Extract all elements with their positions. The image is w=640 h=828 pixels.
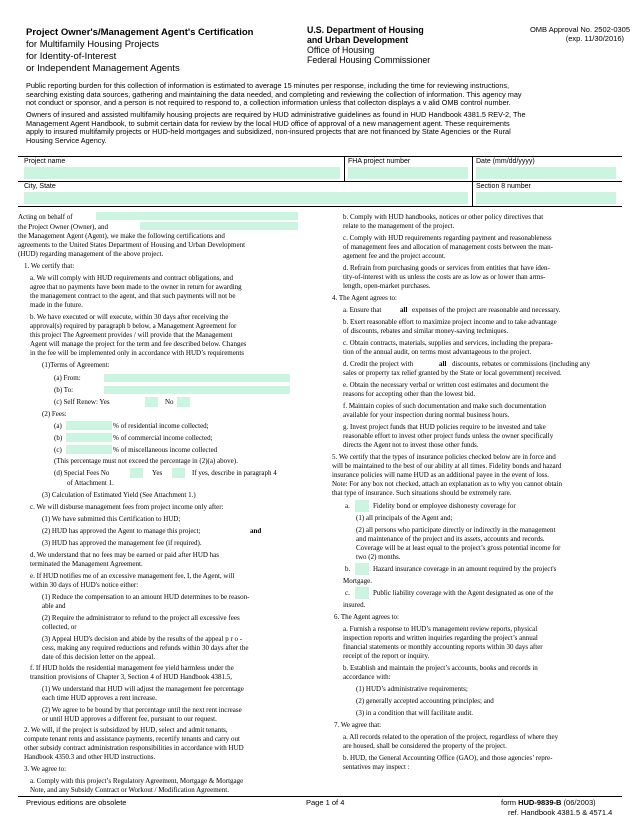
term-from-input[interactable]	[104, 374, 290, 382]
omb-expiration: (exp. 11/30/2016)	[565, 34, 624, 43]
body-text-line: d. Refrain from purchasing goods or services from entities that have iden-	[343, 264, 550, 272]
body-text-line: able and	[42, 602, 66, 610]
body-text-line: b. Comply with HUD handbooks, notices or other policy directives that	[343, 213, 544, 221]
body-text-line: 5. We certify that the types of insurance policies checked below are in force and	[332, 453, 556, 461]
body-text-line: available for your inspection during normal business hours.	[343, 411, 510, 419]
body-text-line: 7. We agree that:	[334, 721, 382, 729]
form-subtitle-2: for Identity-of-Interest	[26, 51, 117, 62]
burden-line: Public reporting burden for this collection of information is estimated to average 15 minutes per response, including the time for reviewing instructions,	[26, 81, 510, 90]
body-text-line: Public liability coverage with the Agent designated as one of the	[373, 589, 554, 597]
body-text-line: e. If HUD notifies me of an excessive management fee, I, the Agent, will	[30, 572, 235, 580]
body-text-line: 2. We will, if the project is subsidized by HUD, select and admit tenants,	[24, 726, 228, 734]
agency-commissioner: Federal Housing Commissioner	[307, 55, 431, 65]
owner-name-input[interactable]	[140, 222, 298, 230]
body-text-line: a.	[345, 502, 350, 510]
body-text-line: relate to the management of the project.	[343, 222, 455, 230]
body-text-line: f. Maintain copies of such documentation and make such documentation	[343, 402, 546, 410]
owners-line: Management Agent Handbook, to submit certain data for review by the local HUD office of approval of a new management agent. These requirements	[26, 118, 510, 128]
body-text-line: two (2) months.	[356, 553, 401, 561]
body-text-line: the Management Agent (Agent), we make the following certifications and	[18, 232, 225, 240]
burden-statement	[26, 82, 522, 108]
special-fees-no-checkbox[interactable]	[130, 468, 143, 478]
body-text-line: cess, making any required reductions and refunds within 30 days after the	[42, 644, 249, 652]
grid-line	[18, 156, 622, 157]
body-text-line: (2) generally accepted accounting principles; and	[356, 697, 494, 705]
body-text-line: tion of the annual audit, on terms most advantageous to the project.	[343, 348, 532, 356]
body-text-line: compute tenant rents and assistance payments, recertify tenants and carry out	[24, 735, 240, 743]
body-text-line: d. Credit the project with	[343, 360, 414, 368]
body-text-line: (1) HUD’s administrative requirements;	[356, 685, 468, 693]
section8-input[interactable]	[476, 192, 616, 204]
form-date: (06/2003)	[561, 798, 596, 807]
footer-page: Page 1 of 4	[306, 798, 345, 807]
body-text-line: (a) From:	[54, 374, 81, 382]
body-text-line: c. Comply with HUD requirements regarding payment and reasonableness	[343, 234, 552, 242]
owners-statement	[26, 111, 526, 145]
body-text-line: d. We understand that no fees may be earned or paid after HUD has	[30, 551, 220, 559]
body-text-line: of management fees and allocation of management costs between the man-	[343, 243, 553, 251]
body-text-line: within 30 days of HUD's notice either:	[30, 581, 139, 589]
owners-line: Housing Service Agency.	[26, 135, 107, 145]
body-text-line: c.	[345, 589, 350, 597]
body-text-line: of discounts, rebates and similar money-saving techniques.	[343, 327, 509, 335]
body-text-line: other subsidy contract administration responsibilities in accordance with HUD	[24, 744, 244, 752]
body-text-line: a. Ensure that	[343, 306, 382, 314]
body-text-line: financial statements or monthly accounting reports within 30 days after	[343, 643, 543, 651]
body-text-line: (1)Terms of Agreement:	[42, 361, 110, 369]
body-text-line: Handbook 4350.3 and other HUD instructions.	[24, 753, 156, 761]
footer-rule	[18, 796, 622, 797]
body-text-line: Mortgage.	[343, 577, 372, 585]
body-text-line: c. Obtain contracts, materials, supplies and services, including the prepara-	[343, 339, 553, 347]
body-text-line: this project The Agreement provides / will provide that the Management	[30, 331, 233, 339]
agency-block	[307, 25, 430, 65]
body-text-line: a. We will comply with HUD requirements and contract obligations, and	[30, 274, 234, 282]
body-text-line: agreements to the United States Department of Housing and Urban Development	[18, 241, 246, 249]
self-renew-yes-checkbox[interactable]	[145, 397, 158, 407]
body-text-line: made in the future.	[30, 301, 83, 309]
body-text-line: insured.	[343, 601, 366, 609]
body-text-line: (1) We understand that HUD will adjust the management fee percentage	[42, 685, 244, 693]
body-text-line: 3. We agree to:	[24, 765, 67, 773]
body-text-line: of Attachment 1.	[67, 479, 114, 487]
body-text-line: approval(s) required by paragraph b below, a Management Agreement for	[30, 322, 237, 330]
body-text-line: (3) Appeal HUD's decision and abide by the results of the appeal p r o -	[42, 635, 243, 643]
owners-line: apply to insured multifamily projects or HUD-held mortgages and subsidized, non-insured projects that are not financed by State Agencies or the Rural	[26, 127, 511, 137]
body-text-line: e. Obtain the necessary verbal or written cost estimates and document the	[343, 381, 549, 389]
body-text-line: the Project Owner (Owner), and	[18, 223, 108, 231]
body-text-line: (b) To:	[54, 386, 74, 394]
body-text-line: No	[165, 398, 174, 406]
body-text-line: b.	[345, 565, 351, 573]
body-text-line: receipt of the report or inquiry.	[343, 652, 430, 660]
body-text-line: (3) HUD has approved the management fee (if required).	[42, 539, 202, 547]
term-to-input[interactable]	[104, 386, 290, 394]
body-text-line: date of this decision letter on the appeal.	[42, 653, 156, 661]
agency-name-2: and Urban Development	[307, 35, 409, 45]
body-text-line: b. Exert reasonable effort to maximize project income and to take advantage	[343, 318, 557, 326]
body-text-line: (HUD) regarding management of the above project.	[18, 250, 164, 258]
hazard-insurance-checkbox[interactable]	[355, 563, 369, 575]
body-text-line: % of miscellaneous income collected	[113, 446, 218, 454]
grid-line	[344, 156, 345, 181]
body-text-line: are housed, shall be considered the property of the project.	[343, 742, 507, 750]
body-text-line: in the fee will be implemented only in accordance with HUD’s requirements	[30, 349, 245, 357]
body-text-line: b. We have executed or will execute, within 30 days after receiving the	[30, 313, 229, 321]
body-text-line: or until HUD approves a different fee, pursuant to our request.	[42, 715, 217, 723]
body-text-line: 1. We certify that:	[24, 262, 75, 270]
form-id: HUD-9839-B	[518, 798, 562, 807]
body-text-line: If yes, describe in paragraph 4	[192, 469, 277, 477]
burden-line: not conduct or sponsor, and a person is not required to respond to, a collection information unless that collecton displays a v alid OMB control number.	[26, 98, 511, 108]
body-text-line: Yes	[152, 469, 163, 477]
grid-line	[18, 181, 622, 182]
body-text-line: all	[400, 306, 408, 314]
body-text-line: transition provisions of Chapter 3, Section 4 of HUD Handbook 4381.5,	[30, 673, 233, 681]
agency-name-1: U.S. Department of Housing	[307, 25, 424, 35]
body-text-line: Coverage will be at least equal to the project’s gross potential income for	[356, 544, 561, 552]
form-subtitle-3: or Independent Management Agents	[26, 63, 180, 74]
body-text-line: directs the Agent not to invest those other funds.	[343, 441, 479, 449]
date-input[interactable]	[476, 167, 616, 179]
fee-residential-input[interactable]	[66, 421, 112, 430]
body-text-line: b. Establish and maintain the project’s accounts, books and records in	[343, 664, 538, 672]
body-text-line: length, open-market purchases.	[343, 282, 431, 290]
date-label: Date (mm/dd/yyyy)	[476, 158, 535, 165]
omb-approval: OMB Approval No. 2502-0305	[529, 25, 630, 34]
body-text-line: a. Furnish a response to HUD’s management review reports, physical	[343, 625, 538, 633]
body-text-line: (1) all principals of the Agent and;	[356, 514, 453, 522]
body-text-line: a. All records related to the operation of the project, regardless of where they	[343, 733, 559, 741]
footer-obsolete: Previous editions are obsolete	[26, 798, 127, 807]
body-text-line: (2) Fees:	[42, 410, 67, 418]
body-text-line: Agent will manage the project for the term and fee described below. Changes	[30, 340, 247, 348]
city-state-input[interactable]	[24, 192, 468, 204]
body-text-line: (2) We agree to be bound by that percentage until the next rent increase	[42, 706, 242, 714]
body-text-line: % of residential income collected;	[113, 422, 209, 430]
body-text-line: all	[439, 360, 447, 368]
project-name-label: Project name	[24, 158, 66, 165]
project-name-input[interactable]	[24, 167, 340, 179]
body-text-line: (b)	[54, 434, 63, 442]
form-prefix: form	[501, 798, 519, 807]
body-text-line: (3) in a condition that will facilitate audit.	[356, 709, 474, 717]
body-text-line: (d) Special Fees No	[54, 469, 110, 477]
form-header	[26, 27, 253, 75]
public-liability-checkbox[interactable]	[355, 587, 369, 599]
body-text-line: that type of insurance. Such situations should be extremely rare.	[332, 489, 512, 497]
body-text-line: and maintenance of the project and its assets, accounts and records.	[356, 535, 545, 543]
body-text-line: (3) Calculation of Estimated Yield (See Attachment 1.)	[42, 491, 196, 499]
body-text-line: (2) Require the administrator to refund to the project all excessive fees	[42, 614, 240, 622]
body-text-line: Note, and any Subsidy Contract or Workout / Modification Agreement.	[30, 786, 229, 794]
body-text-line: f. If HUD holds the residential management fee yield harmless under the	[30, 664, 234, 672]
fee-commercial-input[interactable]	[66, 433, 112, 442]
body-text-line: inspection reports and written inquiries regarding the project’s annual	[343, 634, 538, 642]
body-text-line: (c) Self Renew: Yes	[54, 398, 110, 406]
body-text-line: tity-of-interest with us unless the costs are as low as or lower than arms-	[343, 273, 546, 281]
body-text-line: Note: For any box not checked, attach an explanation as to why you cannot obtain	[332, 480, 562, 488]
acting-on-behalf-input[interactable]	[96, 212, 298, 220]
body-text-line: the management contract to the agent, and that such payments will not be	[30, 292, 236, 300]
omb-block	[530, 25, 630, 43]
body-text-line: (a)	[54, 422, 62, 430]
burden-line: searching existing data sources, gathering and maintaining the data needed, and completing and reviewing the collection of information. This agency may	[26, 89, 522, 99]
body-text-line: Acting on behalf of	[18, 213, 73, 221]
body-text-line: each time HUD approves a rent increase.	[42, 694, 157, 702]
body-text-line: will be maintained to the best of our ability at all times. Fidelity bonds and hazard	[332, 462, 562, 470]
body-text-line: accordance with:	[343, 673, 391, 681]
fidelity-bond-checkbox[interactable]	[355, 500, 369, 512]
body-text-line: g. Invest project funds that HUD policies require to be invested and take	[343, 423, 546, 431]
body-text-line: 6. The Agent agrees to:	[334, 613, 399, 621]
body-text-line: (1) We have submitted this Certification to HUD;	[42, 515, 181, 523]
self-renew-no-checkbox[interactable]	[177, 397, 190, 407]
body-text-line: Fidelity bond or employee dishonesty coverage for	[373, 502, 516, 510]
body-text-line: b. HUD, the General Accounting Office (GAO), and those agencies’ repre-	[343, 754, 553, 762]
body-text-line: sales or property tax relief granted by the State or local government) received.	[343, 369, 562, 377]
agency-office: Office of Housing	[307, 45, 375, 55]
special-fees-yes-checkbox[interactable]	[172, 468, 185, 478]
grid-line	[472, 156, 473, 206]
body-text-line: (2) HUD has approved the Agent to manage this project;	[42, 527, 201, 535]
body-text-line: c. We will disburse management fees from project income only after:	[30, 503, 224, 511]
body-text-line: 4. The Agent agrees to:	[332, 294, 397, 302]
form-title: Project Owner's/Management Agent's Certification	[26, 27, 254, 38]
body-text-line: insurance policies will name HUD as an additional payee in the event of loss.	[332, 471, 549, 479]
fha-number-input[interactable]	[348, 167, 468, 179]
body-text-line: (2) all persons who participate directly or indirectly in the management	[356, 526, 556, 534]
body-text-line: sentatives may inspect :	[343, 763, 410, 771]
body-text-line: discounts, rebates or commissions (including any	[452, 360, 591, 368]
body-text-line: terminated the Management Agreement.	[30, 560, 143, 568]
body-text-line: expenses of the project are reasonable and necessary.	[412, 306, 561, 314]
section8-label: Section 8 number	[476, 183, 531, 190]
owners-line: Owners of insured and assisted multifamily housing projects are required by HUD administrative guidelines as found in HUD Handbook 4381.5 REV-2, The	[26, 110, 526, 119]
body-text-line: reasonable effort to invest other project funds unless the owner specifically	[343, 432, 554, 440]
body-text-line: (1) Reduce the compensation to an amount HUD determines to be reason-	[42, 593, 250, 601]
form-subtitle-1: for Multifamily Housing Projects	[26, 39, 160, 50]
body-text-line: agement fee and the project account.	[343, 252, 446, 260]
body-text-line: a. Comply with this project’s Regulatory Agreement, Mortgage & Mortgage	[30, 777, 244, 785]
body-text-line: (This percentage must not exceed the percentage in (2)(a) above).	[54, 457, 238, 465]
footer-form-number	[501, 799, 596, 807]
body-text-line: % of commercial income collected;	[113, 434, 213, 442]
body-text-line: and	[250, 527, 262, 535]
body-text-line: reasons for accepting other than the lowest bid.	[343, 390, 476, 398]
fee-misc-input[interactable]	[66, 445, 112, 454]
grid-line	[18, 206, 622, 207]
body-text-line: (c)	[54, 446, 62, 454]
body-text-line: Hazard insurance coverage in an amount required by the project's	[373, 565, 557, 573]
fha-number-label: FHA project number	[348, 158, 411, 165]
footer-handbook-ref: ref. Handbook 4381.5 & 4571.4	[508, 808, 613, 817]
body-text-line: agree that no payments have been made to the owner in return for awarding	[30, 283, 242, 291]
body-text-line: collected, or	[42, 623, 77, 631]
city-state-label: City, State	[24, 183, 56, 190]
